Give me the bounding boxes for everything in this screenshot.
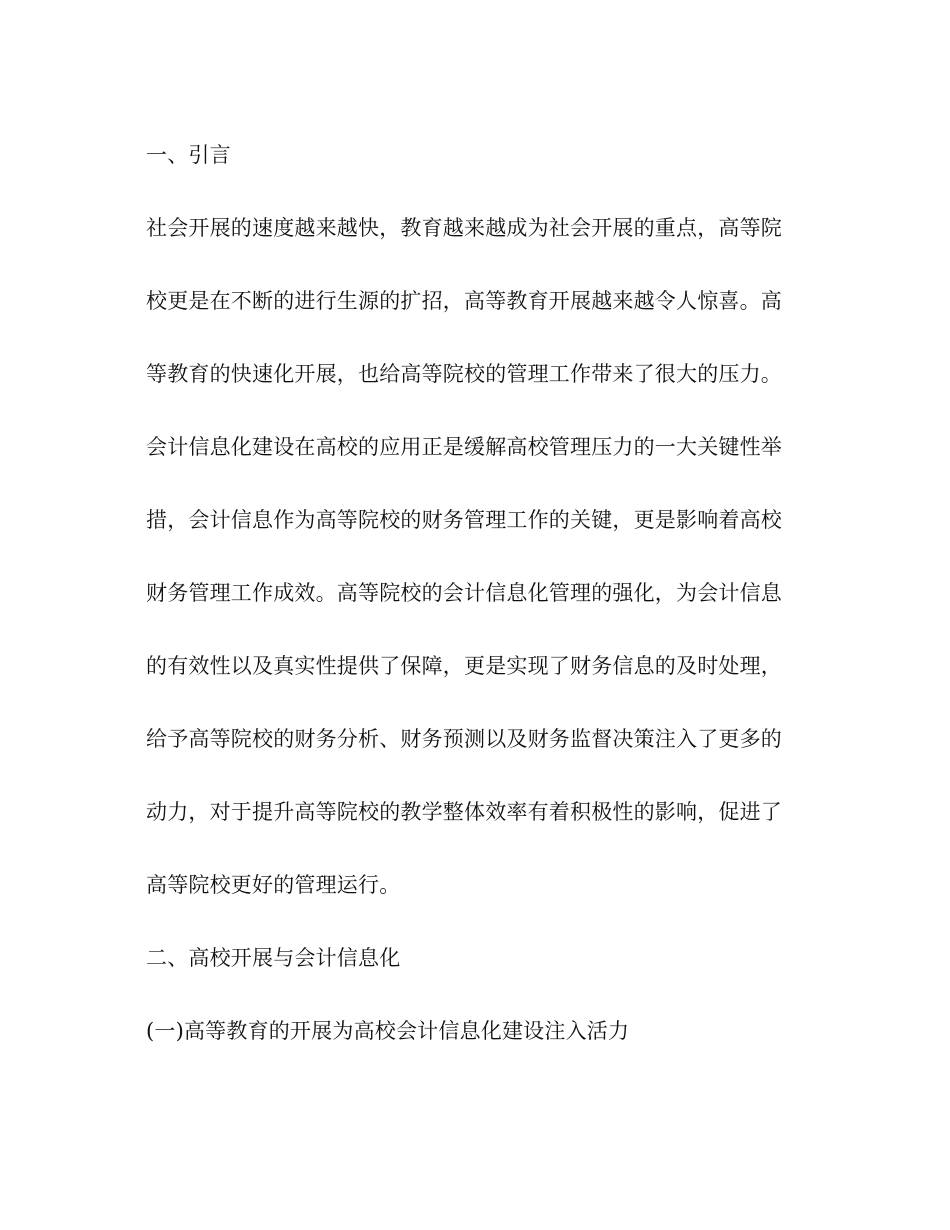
paragraph-line: 等教育的快速化开展，也给高等院校的管理工作带来了很大的压力。 xyxy=(146,362,782,386)
paragraph-line: 财务管理工作成效。高等院校的会计信息化管理的强化，为会计信息 xyxy=(146,581,782,605)
paragraph-line: 动力，对于提升高等院校的教学整体效率有着积极性的影响，促进了 xyxy=(146,800,782,824)
paragraph-line: 会计信息化建设在高校的应用正是缓解高校管理压力的一大关键性举 xyxy=(146,435,782,459)
paragraph-line: 措，会计信息作为高等院校的财务管理工作的关键，更是影响着高校 xyxy=(146,508,782,532)
paragraph-line: 的有效性以及真实性提供了保障，更是实现了财务信息的及时处理， xyxy=(146,654,782,678)
document-body xyxy=(146,135,806,1084)
paragraph-line: 高等院校更好的管理运行。 xyxy=(146,873,401,897)
paragraph-line: 校更是在不断的进行生源的扩招，高等教育开展越来越令人惊喜。高 xyxy=(146,289,782,313)
section-heading-introduction: 一、引言 xyxy=(146,143,231,167)
section-heading-development: 二、高校开展与会计信息化 xyxy=(146,946,401,970)
subsection-heading: (一)高等教育的开展为高校会计信息化建设注入活力 xyxy=(146,1019,630,1043)
paragraph-line: 社会开展的速度越来越快，教育越来越成为社会开展的重点，高等院 xyxy=(146,216,782,240)
paragraph-line: 给予高等院校的财务分析、财务预测以及财务监督决策注入了更多的 xyxy=(146,727,782,751)
